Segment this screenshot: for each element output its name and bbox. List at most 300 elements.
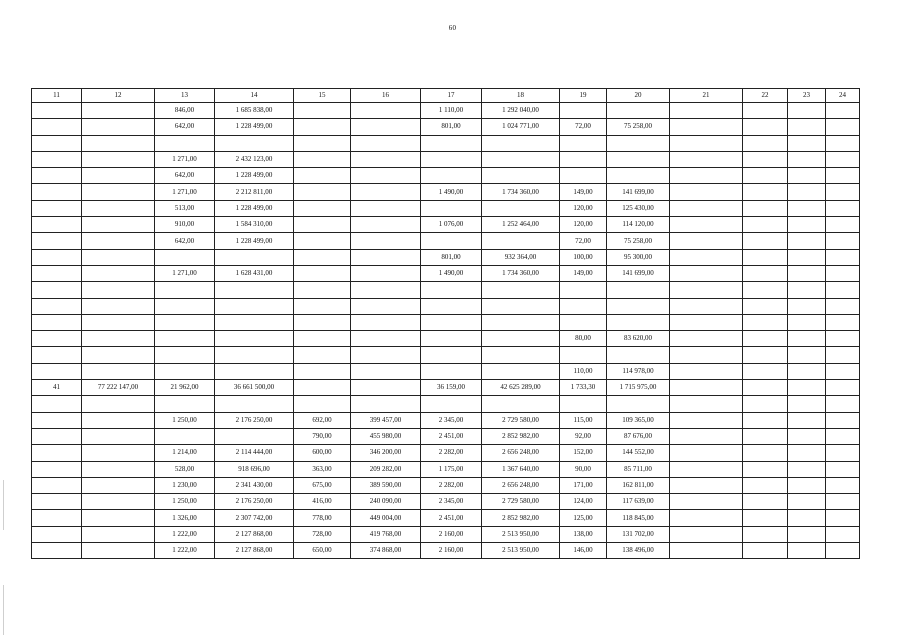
table-cell: 918 696,00 xyxy=(215,461,294,477)
table-cell xyxy=(743,282,788,298)
table-cell xyxy=(743,412,788,428)
table-cell xyxy=(826,168,860,184)
table-cell xyxy=(743,526,788,542)
table-cell xyxy=(670,494,743,510)
column-header: 13 xyxy=(155,89,215,103)
table-cell xyxy=(670,331,743,347)
table-cell: 36 661 500,00 xyxy=(215,380,294,396)
table-cell xyxy=(82,494,155,510)
table-row xyxy=(32,428,860,444)
table-cell xyxy=(788,168,826,184)
table-cell xyxy=(482,200,560,216)
table-cell xyxy=(826,363,860,379)
table-cell xyxy=(421,331,482,347)
table-cell xyxy=(743,184,788,200)
table-cell: 162 811,00 xyxy=(607,477,670,493)
table-cell xyxy=(607,314,670,330)
table-cell xyxy=(294,119,351,135)
table-cell: 1 230,00 xyxy=(155,477,215,493)
table-cell xyxy=(670,526,743,542)
table-cell: 801,00 xyxy=(421,249,482,265)
table-cell: 1 685 838,00 xyxy=(215,103,294,119)
table-cell: 1 175,00 xyxy=(421,461,482,477)
table-cell xyxy=(826,184,860,200)
table-cell: 1 228 499,00 xyxy=(215,233,294,249)
table-cell xyxy=(743,445,788,461)
table-cell xyxy=(421,200,482,216)
table-cell: 125,00 xyxy=(560,510,607,526)
table-cell xyxy=(32,249,82,265)
table-cell: 152,00 xyxy=(560,445,607,461)
table-cell xyxy=(294,233,351,249)
table-cell xyxy=(294,168,351,184)
table-cell xyxy=(788,233,826,249)
table-cell xyxy=(743,200,788,216)
table-cell xyxy=(82,510,155,526)
table-cell: 2 341 430,00 xyxy=(215,477,294,493)
table-cell xyxy=(743,494,788,510)
table-cell: 389 590,00 xyxy=(351,477,421,493)
table-cell: 2 160,00 xyxy=(421,543,482,559)
table-cell: 1 326,00 xyxy=(155,510,215,526)
table-cell: 110,00 xyxy=(560,363,607,379)
data-table xyxy=(31,88,860,559)
table-cell xyxy=(826,298,860,314)
table-cell xyxy=(826,510,860,526)
table-cell: 642,00 xyxy=(155,119,215,135)
table-cell: 95 300,00 xyxy=(607,249,670,265)
table-row xyxy=(32,217,860,233)
table-cell xyxy=(32,151,82,167)
table-cell xyxy=(82,526,155,542)
column-header: 14 xyxy=(215,89,294,103)
table-row xyxy=(32,363,860,379)
table-cell xyxy=(294,331,351,347)
table-cell xyxy=(32,119,82,135)
table-row xyxy=(32,282,860,298)
table-cell: 117 639,00 xyxy=(607,494,670,510)
column-header: 20 xyxy=(607,89,670,103)
table-cell xyxy=(743,103,788,119)
table-cell: 141 699,00 xyxy=(607,265,670,281)
table-cell: 118 845,00 xyxy=(607,510,670,526)
table-cell: 1 271,00 xyxy=(155,265,215,281)
table-cell xyxy=(215,347,294,363)
table-cell: 2 451,00 xyxy=(421,428,482,444)
table-cell xyxy=(294,282,351,298)
table-cell xyxy=(788,184,826,200)
table-cell xyxy=(826,526,860,542)
table-cell xyxy=(670,477,743,493)
table-cell xyxy=(294,380,351,396)
table-cell xyxy=(560,396,607,412)
table-cell: 114 120,00 xyxy=(607,217,670,233)
table-cell: 1 292 040,00 xyxy=(482,103,560,119)
table-cell xyxy=(788,445,826,461)
table-cell xyxy=(351,151,421,167)
table-cell xyxy=(215,298,294,314)
table-cell: 1 076,00 xyxy=(421,217,482,233)
table-cell xyxy=(82,543,155,559)
table-cell: 1 024 771,00 xyxy=(482,119,560,135)
table-cell: 21 962,00 xyxy=(155,380,215,396)
table-cell xyxy=(743,510,788,526)
table-cell xyxy=(32,265,82,281)
column-header: 21 xyxy=(670,89,743,103)
table-cell xyxy=(788,494,826,510)
table-cell xyxy=(788,151,826,167)
table-cell xyxy=(788,249,826,265)
table-cell xyxy=(788,135,826,151)
table-cell xyxy=(560,135,607,151)
table-cell xyxy=(32,298,82,314)
table-cell: 1 214,00 xyxy=(155,445,215,461)
table-cell xyxy=(607,347,670,363)
table-cell xyxy=(32,445,82,461)
table-cell xyxy=(743,461,788,477)
table-cell xyxy=(32,477,82,493)
table-cell: 1 367 640,00 xyxy=(482,461,560,477)
table-cell: 2 513 950,00 xyxy=(482,543,560,559)
table-cell xyxy=(351,331,421,347)
table-cell xyxy=(351,135,421,151)
table-cell xyxy=(788,363,826,379)
table-cell: 2 212 811,00 xyxy=(215,184,294,200)
table-cell xyxy=(788,526,826,542)
table-cell xyxy=(743,265,788,281)
table-cell xyxy=(743,347,788,363)
table-cell xyxy=(670,461,743,477)
column-header: 23 xyxy=(788,89,826,103)
table-cell xyxy=(743,363,788,379)
table-cell: 75 258,00 xyxy=(607,233,670,249)
table-row xyxy=(32,151,860,167)
table-row xyxy=(32,543,860,559)
table-cell: 2 176 250,00 xyxy=(215,494,294,510)
table-row xyxy=(32,461,860,477)
table-cell xyxy=(294,347,351,363)
table-cell xyxy=(670,412,743,428)
table-cell: 2 282,00 xyxy=(421,445,482,461)
table-cell: 77 222 147,00 xyxy=(82,380,155,396)
table-cell xyxy=(670,428,743,444)
table-cell xyxy=(351,347,421,363)
table-cell xyxy=(788,282,826,298)
table-cell xyxy=(788,331,826,347)
table-row xyxy=(32,510,860,526)
table-cell: 2 176 250,00 xyxy=(215,412,294,428)
table-cell xyxy=(421,282,482,298)
table-cell xyxy=(670,249,743,265)
table-cell xyxy=(32,200,82,216)
table-cell xyxy=(482,151,560,167)
scan-edge-mark xyxy=(3,585,4,635)
table-cell xyxy=(351,314,421,330)
table-cell xyxy=(351,380,421,396)
table-cell xyxy=(826,314,860,330)
table-cell xyxy=(560,168,607,184)
table-cell xyxy=(670,119,743,135)
table-cell xyxy=(743,380,788,396)
table-cell: 455 980,00 xyxy=(351,428,421,444)
table-cell xyxy=(826,428,860,444)
table-cell: 1 250,00 xyxy=(155,494,215,510)
table-cell: 910,00 xyxy=(155,217,215,233)
table-cell xyxy=(82,151,155,167)
table-cell xyxy=(32,135,82,151)
table-cell xyxy=(788,347,826,363)
table-cell xyxy=(32,543,82,559)
table-cell xyxy=(607,103,670,119)
table-cell: 109 365,00 xyxy=(607,412,670,428)
table-cell xyxy=(560,314,607,330)
table-cell xyxy=(82,314,155,330)
table-cell xyxy=(670,543,743,559)
table-cell xyxy=(743,331,788,347)
table-cell xyxy=(82,331,155,347)
table-cell xyxy=(670,168,743,184)
table-cell xyxy=(82,477,155,493)
table-cell: 1 271,00 xyxy=(155,151,215,167)
table-cell xyxy=(826,233,860,249)
table-cell xyxy=(788,217,826,233)
table-cell: 346 200,00 xyxy=(351,445,421,461)
table-cell: 778,00 xyxy=(294,510,351,526)
table-cell xyxy=(32,184,82,200)
table-cell: 240 090,00 xyxy=(351,494,421,510)
table-cell xyxy=(215,314,294,330)
table-cell: 146,00 xyxy=(560,543,607,559)
table-cell xyxy=(215,135,294,151)
table-cell xyxy=(421,135,482,151)
table-row xyxy=(32,526,860,542)
column-header: 17 xyxy=(421,89,482,103)
table-cell xyxy=(826,249,860,265)
table-cell: 149,00 xyxy=(560,184,607,200)
table-cell xyxy=(294,298,351,314)
table-cell xyxy=(607,151,670,167)
table-cell: 2 451,00 xyxy=(421,510,482,526)
scan-edge-mark xyxy=(3,480,4,530)
table-cell xyxy=(743,168,788,184)
table-cell xyxy=(215,428,294,444)
table-cell xyxy=(788,428,826,444)
table-cell: 374 868,00 xyxy=(351,543,421,559)
table-cell xyxy=(351,233,421,249)
table-cell xyxy=(82,135,155,151)
table-cell xyxy=(743,119,788,135)
table-cell: 2 852 982,00 xyxy=(482,510,560,526)
table-cell xyxy=(826,396,860,412)
table-cell xyxy=(788,298,826,314)
table-cell xyxy=(788,412,826,428)
table-row xyxy=(32,233,860,249)
table-cell xyxy=(670,314,743,330)
column-header: 12 xyxy=(82,89,155,103)
table-cell: 87 676,00 xyxy=(607,428,670,444)
table-cell: 1 228 499,00 xyxy=(215,168,294,184)
table-cell xyxy=(215,249,294,265)
table-cell: 41 xyxy=(32,380,82,396)
table-cell: 2 656 248,00 xyxy=(482,477,560,493)
table-cell xyxy=(670,103,743,119)
table-cell: 2 729 580,00 xyxy=(482,494,560,510)
table-cell: 100,00 xyxy=(560,249,607,265)
table-cell xyxy=(788,477,826,493)
table-cell: 1 271,00 xyxy=(155,184,215,200)
table-cell xyxy=(607,298,670,314)
table-cell xyxy=(482,298,560,314)
table-cell xyxy=(743,298,788,314)
table-cell xyxy=(155,428,215,444)
table-cell xyxy=(82,347,155,363)
table-row xyxy=(32,380,860,396)
table-cell xyxy=(421,298,482,314)
table-row xyxy=(32,184,860,200)
table-cell xyxy=(351,200,421,216)
table-cell xyxy=(826,477,860,493)
table-cell xyxy=(421,233,482,249)
table-cell xyxy=(670,363,743,379)
table-cell xyxy=(351,184,421,200)
table-cell xyxy=(82,445,155,461)
table-cell xyxy=(82,168,155,184)
table-cell xyxy=(32,412,82,428)
table-cell: 1 222,00 xyxy=(155,526,215,542)
table-cell: 2 127 868,00 xyxy=(215,526,294,542)
table-cell xyxy=(743,233,788,249)
table-cell xyxy=(670,282,743,298)
table-cell: 419 768,00 xyxy=(351,526,421,542)
table-cell: 1 228 499,00 xyxy=(215,200,294,216)
table-cell xyxy=(351,217,421,233)
table-cell xyxy=(670,445,743,461)
table-cell: 1 734 360,00 xyxy=(482,184,560,200)
table-cell xyxy=(294,217,351,233)
table-cell xyxy=(32,347,82,363)
table-cell xyxy=(294,363,351,379)
table-cell: 1 490,00 xyxy=(421,265,482,281)
table-cell: 2 160,00 xyxy=(421,526,482,542)
table-cell: 120,00 xyxy=(560,217,607,233)
table-cell xyxy=(82,396,155,412)
table-cell xyxy=(215,363,294,379)
table-row xyxy=(32,494,860,510)
table-cell xyxy=(351,119,421,135)
table-cell xyxy=(32,217,82,233)
table-row xyxy=(32,103,860,119)
table-cell xyxy=(32,233,82,249)
table-cell: 692,00 xyxy=(294,412,351,428)
table-cell xyxy=(294,151,351,167)
table-cell xyxy=(826,331,860,347)
table-cell: 171,00 xyxy=(560,477,607,493)
table-cell xyxy=(826,347,860,363)
table-cell: 1 252 464,00 xyxy=(482,217,560,233)
table-cell xyxy=(826,265,860,281)
table-cell xyxy=(482,168,560,184)
table-cell: 1 715 975,00 xyxy=(607,380,670,396)
table-cell: 932 364,00 xyxy=(482,249,560,265)
table-cell: 1 584 310,00 xyxy=(215,217,294,233)
table-cell xyxy=(482,233,560,249)
table-cell: 416,00 xyxy=(294,494,351,510)
table-cell xyxy=(421,363,482,379)
table-cell xyxy=(788,265,826,281)
table-cell xyxy=(421,168,482,184)
table-cell xyxy=(826,200,860,216)
table-cell: 125 430,00 xyxy=(607,200,670,216)
table-cell: 209 282,00 xyxy=(351,461,421,477)
table-cell: 120,00 xyxy=(560,200,607,216)
table-cell xyxy=(294,184,351,200)
table-cell xyxy=(155,282,215,298)
table-cell xyxy=(482,363,560,379)
table-cell xyxy=(482,396,560,412)
table-cell xyxy=(82,103,155,119)
table-cell xyxy=(294,314,351,330)
table-cell: 801,00 xyxy=(421,119,482,135)
table-cell xyxy=(743,396,788,412)
table-cell xyxy=(155,314,215,330)
table-cell xyxy=(826,151,860,167)
table-cell xyxy=(421,347,482,363)
table-cell xyxy=(826,494,860,510)
column-header: 22 xyxy=(743,89,788,103)
table-cell xyxy=(670,217,743,233)
table-cell xyxy=(788,200,826,216)
table-cell xyxy=(421,151,482,167)
table-cell xyxy=(32,168,82,184)
table-cell xyxy=(32,396,82,412)
table-cell: 2 432 123,00 xyxy=(215,151,294,167)
table-cell: 1 228 499,00 xyxy=(215,119,294,135)
table-cell: 363,00 xyxy=(294,461,351,477)
table-cell: 2 729 580,00 xyxy=(482,412,560,428)
table-cell xyxy=(560,298,607,314)
table-cell xyxy=(560,282,607,298)
table-cell: 72,00 xyxy=(560,233,607,249)
table-cell xyxy=(743,151,788,167)
table-row xyxy=(32,265,860,281)
table-cell: 85 711,00 xyxy=(607,461,670,477)
table-cell: 75 258,00 xyxy=(607,119,670,135)
table-cell: 675,00 xyxy=(294,477,351,493)
column-header: 18 xyxy=(482,89,560,103)
table-cell xyxy=(294,200,351,216)
table-cell xyxy=(32,363,82,379)
table-cell: 141 699,00 xyxy=(607,184,670,200)
column-header: 15 xyxy=(294,89,351,103)
table-cell: 115,00 xyxy=(560,412,607,428)
table-cell xyxy=(560,151,607,167)
table-cell xyxy=(670,396,743,412)
table-cell: 2 345,00 xyxy=(421,494,482,510)
table-row xyxy=(32,119,860,135)
page-number: 60 xyxy=(448,24,457,32)
table-cell xyxy=(82,428,155,444)
table-cell xyxy=(155,298,215,314)
table-row xyxy=(32,135,860,151)
table-cell xyxy=(32,282,82,298)
table-cell xyxy=(788,314,826,330)
table-cell xyxy=(82,233,155,249)
table-cell xyxy=(32,510,82,526)
column-header: 19 xyxy=(560,89,607,103)
table-cell xyxy=(607,396,670,412)
table-cell xyxy=(560,103,607,119)
table-cell xyxy=(215,282,294,298)
